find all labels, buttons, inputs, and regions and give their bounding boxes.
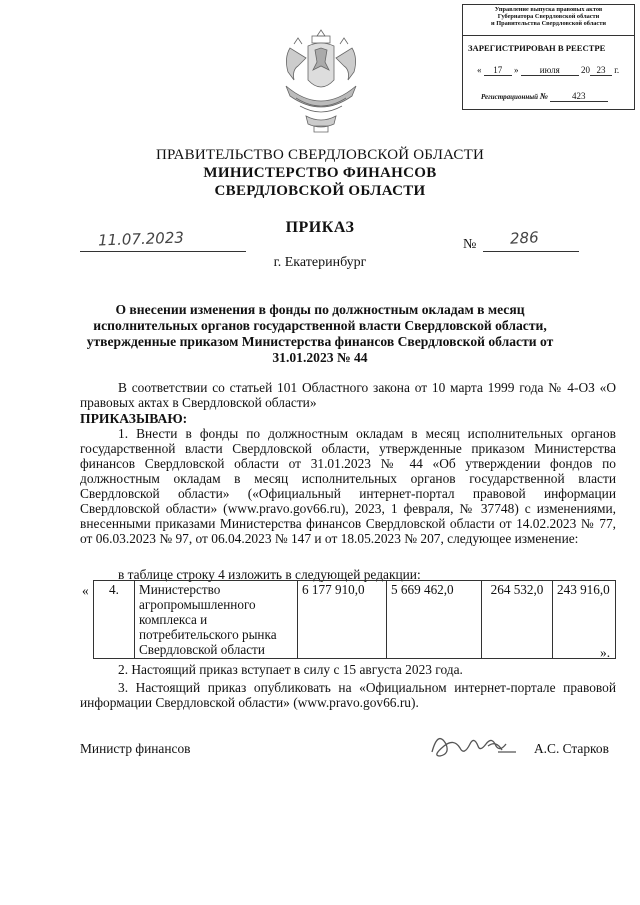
stamp-divider xyxy=(463,35,634,36)
item3-paragraph xyxy=(80,680,616,710)
table-intro: в таблице строку 4 изложить в следующей редакции: xyxy=(118,567,421,582)
stamp-registered-label: ЗАРЕГИСТРИРОВАН В РЕЕСТРЕ xyxy=(468,43,606,53)
table-cell-value2: 5 669 462,0 xyxy=(387,581,482,659)
item1-paragraph xyxy=(80,426,616,546)
item2-paragraph: 2. Настоящий приказ вступает в силу с 15 августа 2023 года. xyxy=(118,662,463,677)
table-cell-num: 4. xyxy=(94,581,135,659)
stamp-header-line: и Правительства Свердловской области xyxy=(491,20,606,28)
stamp-year-unit: г. xyxy=(614,65,620,75)
coat-of-arms-icon xyxy=(276,26,366,138)
table-quote-close: ». xyxy=(600,645,611,660)
signature-icon xyxy=(428,726,520,764)
table-quote-open: « xyxy=(82,583,89,598)
order-subject: О внесении изменения в фонды по должностным окладам в месяц исполнительных органов государственной власти Свердловской области, утвержденные приказом Министерства финансов Свердловской области от 31.01.2023 № 44 xyxy=(86,302,554,365)
number-label: № xyxy=(463,237,477,252)
number-underline xyxy=(483,251,579,252)
table-cell-value1: 6 177 910,0 xyxy=(298,581,387,659)
table-cell-value3: 264 532,0 xyxy=(482,581,553,659)
stamp-header-line: Губернатора Свердловской области xyxy=(497,13,600,21)
stamp-header xyxy=(463,5,634,28)
org-name-line2: МИНИСТЕРСТВО ФИНАНСОВ xyxy=(203,165,437,181)
stamp-year: 23 xyxy=(590,65,612,76)
registry-stamp xyxy=(462,4,635,110)
stamp-number-sign: № xyxy=(539,91,548,101)
order-number: 286 xyxy=(509,228,540,248)
date-underline xyxy=(80,251,246,252)
org-name-line1: ПРАВИТЕЛЬСТВО СВЕРДЛОВСКОЙ ОБЛАСТИ xyxy=(155,147,485,163)
signatory-position: Министр финансов xyxy=(80,741,191,756)
amendment-table xyxy=(93,580,616,659)
org-name-line3: СВЕРДЛОВСКОЙ ОБЛАСТИ xyxy=(214,183,426,199)
stamp-header-line: Управление выпуска правовых актов xyxy=(494,6,603,13)
signatory-name: А.С. Старков xyxy=(534,741,609,756)
stamp-year-prefix: 20 xyxy=(581,65,590,75)
stamp-reg-number xyxy=(481,91,608,102)
preamble-text: В соответствии со статьей 101 Областного закона от 10 марта 1999 года № 4-ОЗ «О правовых актах в Свердловской области» xyxy=(80,380,616,410)
item1-text: 1. Внести в фонды по должностным окладам в месяц исполнительных органов государственной власти Свердловской области, утвержденные приказом Министерства финансов Свердловской области от 31.01.2023 № 44 «Об утверждении фондов по должностным окладам в месяц исполнительных органов государственной власти Свердловской области» («Официальный интернет-портал правовой информации Свердловской области» (www.pravo.gov66.ru), 2023, 1 февраля, № 37748) с изменениями, внесенными приказами Министерства финансов Свердловской области от 14.02.2023 № 77, от 06.03.2023 № 97, от 06.04.2023 № 147 и от 18.05.2023 № 207, следующее изменение: xyxy=(80,426,616,546)
order-date: 11.07.2023 xyxy=(97,228,185,250)
stamp-quote-close: » xyxy=(514,65,519,75)
item3-text: 3. Настоящий приказ опубликовать на «Официальном интернет-портале правовой информации Свердловской области» (www.pravo.gov66.ru). xyxy=(80,680,616,710)
preamble-paragraph xyxy=(80,380,616,410)
table-cell-value4: 243 916,0 xyxy=(553,581,616,659)
stamp-quote-open: « xyxy=(477,65,482,75)
order-word: ПРИКАЗЫВАЮ: xyxy=(80,411,188,426)
stamp-month: июля xyxy=(521,65,579,76)
stamp-reg-label: Регистрационный xyxy=(481,93,538,101)
stamp-date xyxy=(477,65,619,76)
doc-type: ПРИКАЗ xyxy=(285,219,355,236)
city: г. Екатеринбург xyxy=(273,255,367,270)
stamp-reg-value: 423 xyxy=(550,91,608,102)
stamp-day: 17 xyxy=(484,65,512,76)
table-row xyxy=(94,581,616,659)
table-cell-name: Министерство агропромышленного комплекса и потребительского рынка Свердловской области xyxy=(135,581,298,659)
